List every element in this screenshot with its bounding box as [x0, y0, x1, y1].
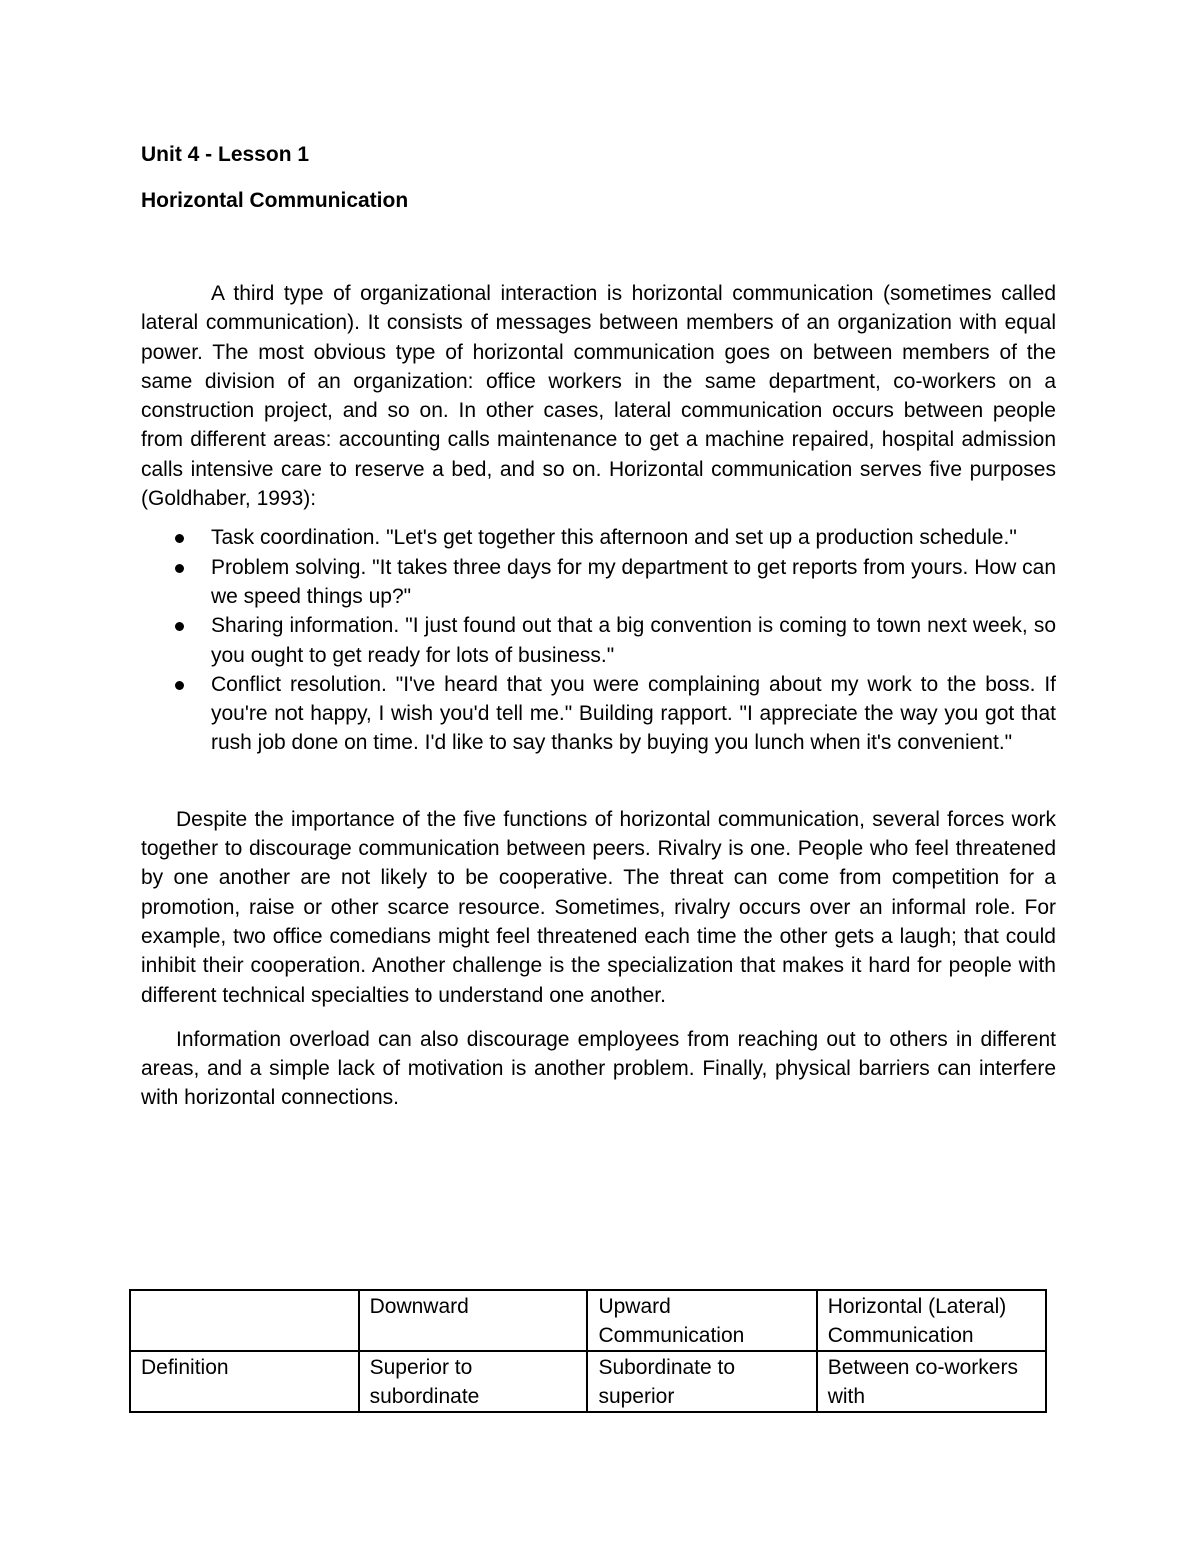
- document-page: [141, 140, 1056, 1113]
- list-item: [141, 611, 1056, 670]
- purposes-list: [141, 523, 1056, 757]
- bullet-icon: [175, 681, 184, 690]
- communication-comparison-table: [129, 1289, 1047, 1413]
- table-cell: Definition: [130, 1351, 359, 1412]
- unit-heading: Unit 4 - Lesson 1: [141, 143, 310, 166]
- table-row: [130, 1351, 1046, 1412]
- bullet-icon: [175, 622, 184, 631]
- list-item-text: Conflict resolution. "I've heard that you were complaining about my work to the boss. If you're not happy, I wish you'd tell me." Building rapport. "I appreciate the way you got that rush job done on time. I'd like to say thanks by buying you lunch when it's convenient.": [211, 672, 1056, 755]
- table-cell: Subordinate to superior: [587, 1351, 816, 1412]
- table-header-row: [130, 1290, 1046, 1351]
- table-header-cell: Horizontal (Lateral) Communication: [817, 1290, 1046, 1351]
- barriers-paragraph: Despite the importance of the five functions of horizontal communication, several forces work together to discourage communication between peers. Rivalry is one. People who feel threatened by one another are not likely to be cooperative. The threat can come from competition for a promotion, raise or other scarce resource. Sometimes, rivalry occurs over an informal role. For example, two office comedians might feel threatened each time the other gets a laugh; that could inhibit their cooperation. Another challenge is the specialization that makes it hard for people with different technical specialties to understand one another.: [141, 807, 1056, 1007]
- intro-paragraph: A third type of organizational interaction is horizontal communication (sometimes called lateral communication). It consists of messages between members of an organization with equal power. The most obvious type of horizontal communication goes on between members of the same division of an organization: office workers in the same department, co-workers on a construction project, and so on. In other cases, lateral communication occurs between people from different areas: accounting calls maintenance to get a machine repaired, hospital admission calls intensive care to reserve a bed, and so on. Horizontal communication serves five purposes (Goldhaber, 1993):: [141, 282, 1056, 511]
- table-header-cell: Upward Communication: [587, 1290, 816, 1351]
- table-cell: Between co-workers with: [817, 1351, 1046, 1412]
- list-item: [141, 670, 1056, 758]
- list-item-text: Sharing information. "I just found out that a big convention is coming to town next week, so you ought to get ready for lots of business.": [211, 614, 1056, 667]
- bullet-icon: [175, 564, 184, 573]
- table-header-cell: [130, 1290, 359, 1351]
- list-item: [141, 553, 1056, 612]
- table-header-cell: Downward: [359, 1290, 588, 1351]
- list-item-text: Task coordination. "Let's get together this afternoon and set up a production schedule.": [211, 526, 1017, 550]
- list-item-text: Problem solving. "It takes three days for my department to get reports from yours. How can we speed things up?": [211, 555, 1056, 608]
- bullet-icon: [175, 534, 184, 543]
- overload-paragraph: Information overload can also discourage employees from reaching out to others in different areas, and a simple lack of motivation is another problem. Finally, physical barriers can interfere with horizontal connections.: [141, 1027, 1056, 1110]
- lesson-heading: Horizontal Communication: [141, 189, 409, 212]
- list-item: [141, 523, 1056, 552]
- table-cell: Superior to subordinate: [359, 1351, 588, 1412]
